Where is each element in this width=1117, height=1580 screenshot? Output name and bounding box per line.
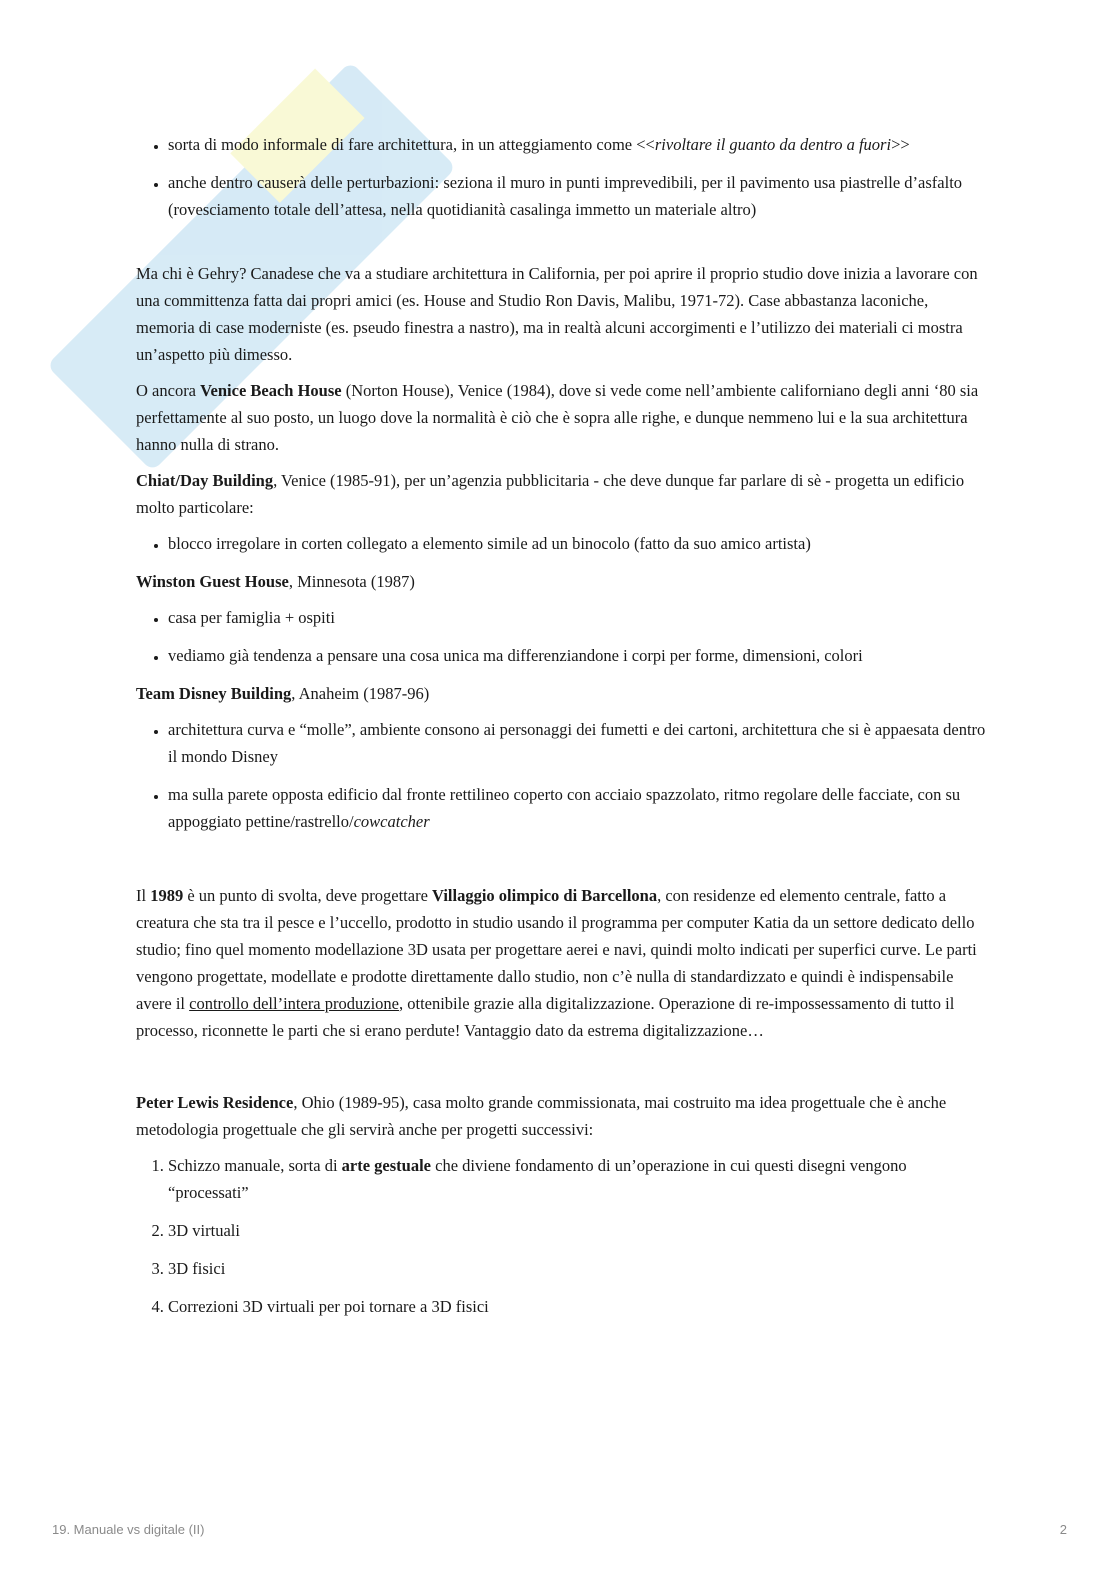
gehry-paragraph: Ma chi è Gehry? Canadese che va a studiare architettura in California, per poi aprire il proprio studio dove inizia a lavorare con una committenza fatta dai propri amici (es. House and Studio Ron Davis, Malibu, 1971-72). Case abbastanza laconiche, memoria di case moderniste (es. pseudo finestra a nastro), ma in realtà alcuni accorgimenti e l’utilizzo dei materiali ci mostra un’aspetto più dimesso. — [136, 264, 978, 364]
list-item: 1. Schizzo manuale, sorta di arte gestuale che diviene fondamento di un’operazione in cui questi disegni vengono “processati” — [168, 1152, 986, 1206]
footer-title: 19. Manuale vs digitale (II) — [52, 1522, 205, 1537]
list-item: 4. Correzioni 3D virtuali per poi tornare a 3D fisici — [168, 1293, 986, 1320]
list-item: • casa per famiglia + ospiti — [168, 604, 986, 631]
list-item: • vediamo già tendenza a pensare una cosa unica ma differenziandone i corpi per forme, dimensioni, colori — [168, 642, 986, 669]
list-item: • blocco irregolare in corten collegato a elemento simile ad un binocolo (fatto da suo amico artista) — [168, 530, 986, 557]
winston-heading: Winston Guest House, Minnesota (1987) — [136, 572, 415, 591]
list-item: • architettura curva e “molle”, ambiente consono ai personaggi dei fumetti e dei cartoni, architettura che si è appaesata dentro il mondo Disney — [168, 716, 986, 770]
disney-bullet-list — [136, 716, 986, 835]
winston-bullet-list — [136, 604, 986, 669]
chiat-bullet-list — [136, 530, 986, 557]
chiat-heading: Chiat/Day Building, Venice (1985-91), per un’agenzia pubblicitaria - che deve dunque far parlare di sè - progetta un edificio molto particolare: — [136, 471, 965, 517]
list-item: 2. 3D virtuali — [168, 1217, 986, 1244]
intro-bullet-list — [136, 131, 986, 223]
list-item: 3. 3D fisici — [168, 1255, 986, 1282]
list-item: • anche dentro causerà delle perturbazioni: seziona il muro in punti imprevedibili, per il pavimento usa piastrelle d’asfalto (rovesciamento totale dell’attesa, nella quotidianità casalinga immetto un materiale altro) — [168, 169, 986, 223]
page-number: 2 — [1059, 1522, 1067, 1537]
lewis-paragraph: Peter Lewis Residence, Ohio (1989-95), casa molto grande commissionata, mai costruito ma idea progettuale che è anche metodologia progettuale che gli servirà anche per progetti successivi: — [136, 1093, 947, 1139]
document-page — [136, 131, 986, 1331]
venice-paragraph: O ancora Venice Beach House (Norton House), Venice (1984), dove si vede come nell’ambiente californiano degli anni ‘80 sia perfettamente al suo posto, un luogo dove la normalità è ciò che è sopra alle righe, e dunque nemmeno lui e la sua architettura hanno nulla di strano. — [136, 381, 979, 454]
list-item: • sorta di modo informale di fare architettura, in un atteggiamento come <<rivoltare il guanto da dentro a fuori>> — [168, 131, 986, 158]
lewis-steps-list — [136, 1152, 986, 1320]
barcelona-paragraph: Il 1989 è un punto di svolta, deve progettare Villaggio olimpico di Barcellona, con residenze ed elemento centrale, fatto a creatura che sta tra il pesce e l’uccello, prodotto in studio usando il programma per computer Katia da un settore dedicato dello studio; fino quel momento modellazione 3D usata per progettare aerei e navi, quindi molto indicati per superfici curve. Le parti vengono progettate, modellate e prodotte direttamente dallo studio, non c’è nulla di standardizzato e quindi è indispensabile avere il controllo dell’intera produzione, ottenibile grazie alla digitalizzazione. Operazione di re-impossessamento di tutto il processo, riconnette le parti che si erano perdute! Vantaggio dato da estrema digitalizzazione… — [136, 886, 977, 1040]
list-item: • ma sulla parete opposta edificio dal fronte rettilineo coperto con acciaio spazzolato, ritmo regolare delle facciate, con su appoggiato pettine/rastrello/cowcatcher — [168, 781, 986, 835]
underlined-phrase: controllo dell’intera produzione — [189, 994, 399, 1013]
disney-heading: Team Disney Building, Anaheim (1987-96) — [136, 684, 430, 703]
